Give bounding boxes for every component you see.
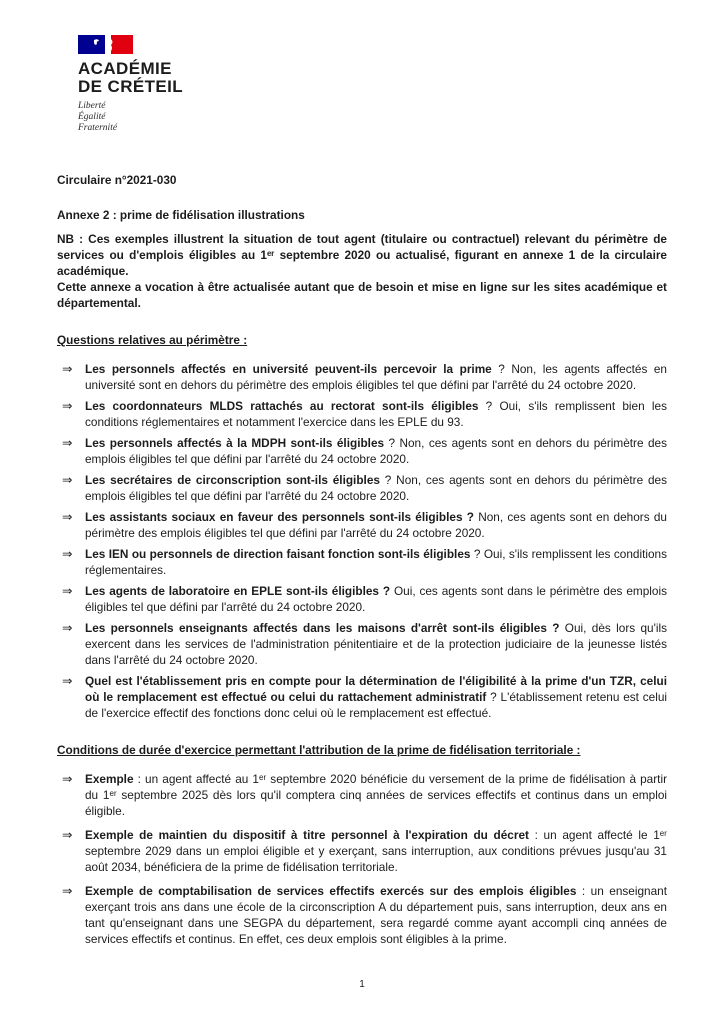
bullet-lead: Quel est l'établissement pris en compte pour la détermination de l'éligibilité à la prime d'un TZR, celui où le remplacement est effectué ou celui du rattachement administratif	[85, 674, 667, 704]
motto-line-liberte: Liberté	[78, 101, 106, 111]
bullet-lead: Les secrétaires de circonscription sont-ils éligibles	[85, 473, 380, 487]
nb-note-paragraph-2: Cette annexe a vocation à être actualisée autant que de besoin et mise en ligne sur les sites académique et départemental.	[57, 280, 667, 310]
bullet-item	[57, 361, 667, 393]
org-name-line1: ACADÉMIE	[78, 59, 172, 78]
arrow-bullet-icon: ⇒	[62, 473, 73, 487]
bullet-lead: Les personnels enseignants affectés dans les maisons d'arrêt sont-ils éligibles ?	[85, 621, 560, 635]
bullet-item	[57, 435, 667, 467]
org-name-line2: DE CRÉTEIL	[78, 77, 184, 96]
bullet-body: Non, ces agents sont en dehors du périmètre des emplois éligibles tel que défini par l'arrêté du 24 octobre 2020.	[85, 510, 667, 540]
arrow-bullet-icon: ⇒	[62, 399, 73, 413]
page-number: 1	[359, 979, 365, 990]
arrow-bullet-icon: ⇒	[62, 436, 73, 450]
bullet-lead: Exemple de maintien du dispositif à titre personnel à l'expiration du décret	[85, 828, 529, 842]
bullet-text	[85, 509, 667, 541]
document-section	[57, 742, 667, 947]
motto-line-egalite: Égalité	[78, 112, 106, 122]
bullet-lead: Exemple de comptabilisation de services effectifs exercés sur des emplois éligibles	[85, 884, 577, 898]
bullet-lead: Les IEN ou personnels de direction faisant fonction sont-ils éligibles	[85, 547, 471, 561]
marianne-flag-icon	[78, 35, 667, 55]
bullet-item	[57, 583, 667, 615]
annex-subtitle: Annexe 2 : prime de fidélisation illustrations	[57, 208, 305, 222]
sections	[57, 332, 667, 947]
bullet-item	[57, 673, 667, 721]
arrow-bullet-icon: ⇒	[62, 547, 73, 561]
arrow-bullet-icon: ⇒	[62, 772, 73, 786]
bullet-text	[85, 771, 667, 819]
page-footer	[0, 979, 724, 990]
org-name	[78, 60, 667, 96]
bullet-text	[85, 620, 667, 668]
bullet-text	[85, 435, 667, 467]
bullet-text	[85, 546, 667, 578]
bullet-item	[57, 546, 667, 578]
bullet-body: ? L'établissement retenu est celui de l'exercice effectif des fonctions donc celui où le remplacement est effectué.	[85, 690, 667, 720]
motto-line-fraternite: Fraternité	[78, 123, 118, 133]
bullet-item	[57, 771, 667, 819]
bullet-lead: Exemple	[85, 772, 134, 786]
bullet-text	[85, 883, 667, 947]
bullet-text	[85, 472, 667, 504]
section-list	[57, 361, 667, 721]
bullet-body: ? Oui, s'ils remplissent les conditions réglementaires.	[85, 547, 667, 577]
arrow-bullet-icon: ⇒	[62, 362, 73, 376]
section-heading: Questions relatives au périmètre :	[57, 333, 248, 347]
bullet-body: ? Non, ces agents sont en dehors du périmètre des emplois éligibles tel que défini par l'arrêté du 24 octobre 2020.	[85, 473, 667, 503]
bullet-item	[57, 398, 667, 430]
document-body	[57, 172, 667, 947]
bullet-lead: Les coordonnateurs MLDS rattachés au rectorat sont-ils éligibles	[85, 399, 479, 413]
bullet-item	[57, 827, 667, 875]
bullet-item	[57, 509, 667, 541]
bullet-text	[85, 673, 667, 721]
bullet-item	[57, 620, 667, 668]
bullet-body: ? Non, les agents affectés en université sont en dehors du périmètre des emplois éligibles tel que défini par l'arrêté du 24 octobre 2020.	[85, 362, 667, 392]
bullet-text	[85, 398, 667, 430]
arrow-bullet-icon: ⇒	[62, 674, 73, 688]
bullet-body: : un agent affecté le 1ᵉʳ septembre 2029 dans un emploi éligible et y exerçant, sans interruption, aux conditions prévues jusqu'au 31 août 2034, bénéficiera de la prime de fidélisation territoriale.	[85, 828, 667, 874]
bullet-item	[57, 883, 667, 947]
bullet-text	[85, 827, 667, 875]
academy-logo	[78, 35, 667, 134]
nb-note	[57, 231, 667, 311]
arrow-bullet-icon: ⇒	[62, 584, 73, 598]
bullet-body: Oui, dès lors qu'ils exercent dans les services de l'administration pénitentiaire et de la protection judiciaire de la jeunesse listés dans l'arrêté du 24 octobre 2020.	[85, 621, 667, 667]
bullet-item	[57, 472, 667, 504]
arrow-bullet-icon: ⇒	[62, 621, 73, 635]
bullet-lead: Les assistants sociaux en faveur des personnels sont-ils éligibles ?	[85, 510, 474, 524]
bullet-body: : un enseignant exerçant trois ans dans une école de la circonscription A du département puis, sans interruption, deux ans en tant qu'enseignant dans une SEGPA du département, sera regardé comme ayant accompli cinq années de services effectifs et continus. En effet, ces deux emplois sont éligibles à la prime.	[85, 884, 667, 946]
bullet-lead: Les personnels affectés à la MDPH sont-ils éligibles	[85, 436, 385, 450]
bullet-body: : un agent affecté au 1ᵉʳ septembre 2020 bénéficie du versement de la prime de fidélisation à partir du 1ᵉʳ septembre 2025 dès lors qu'il comptera cinq années de services effectifs et continus dans un emploi éligible.	[85, 772, 667, 818]
bullet-text	[85, 361, 667, 393]
bullet-body: Oui, ces agents sont dans le périmètre des emplois éligibles tel que défini par l'arrêté du 24 octobre 2020.	[85, 584, 667, 614]
arrow-bullet-icon: ⇒	[62, 510, 73, 524]
bullet-body: ? Oui, s'ils remplissent bien les conditions réglementaires et notamment l'exercice dans les EPLE du 93.	[85, 399, 667, 429]
document-section	[57, 332, 667, 721]
bullet-lead: Les personnels affectés en université peuvent-ils percevoir la prime	[85, 362, 492, 376]
arrow-bullet-icon: ⇒	[62, 884, 73, 898]
bullet-text	[85, 583, 667, 615]
bullet-body: ? Non, ces agents sont en dehors du périmètre des emplois éligibles tel que défini par l'arrêté du 24 octobre 2020.	[85, 436, 667, 466]
bullet-lead: Les agents de laboratoire en EPLE sont-ils éligibles ?	[85, 584, 391, 598]
section-heading: Conditions de durée d'exercice permettant l'attribution de la prime de fidélisation territoriale :	[57, 743, 581, 757]
circular-title: Circulaire n°2021-030	[57, 173, 177, 187]
arrow-bullet-icon: ⇒	[62, 828, 73, 842]
section-list	[57, 771, 667, 947]
republic-motto	[78, 101, 667, 134]
nb-note-paragraph-1: NB : Ces exemples illustrent la situation de tout agent (titulaire ou contractuel) relevant du périmètre de services ou d'emplois éligibles au 1ᵉʳ septembre 2020 ou actualisé, figurant en annexe 1 de la circulaire académique.	[57, 232, 667, 278]
